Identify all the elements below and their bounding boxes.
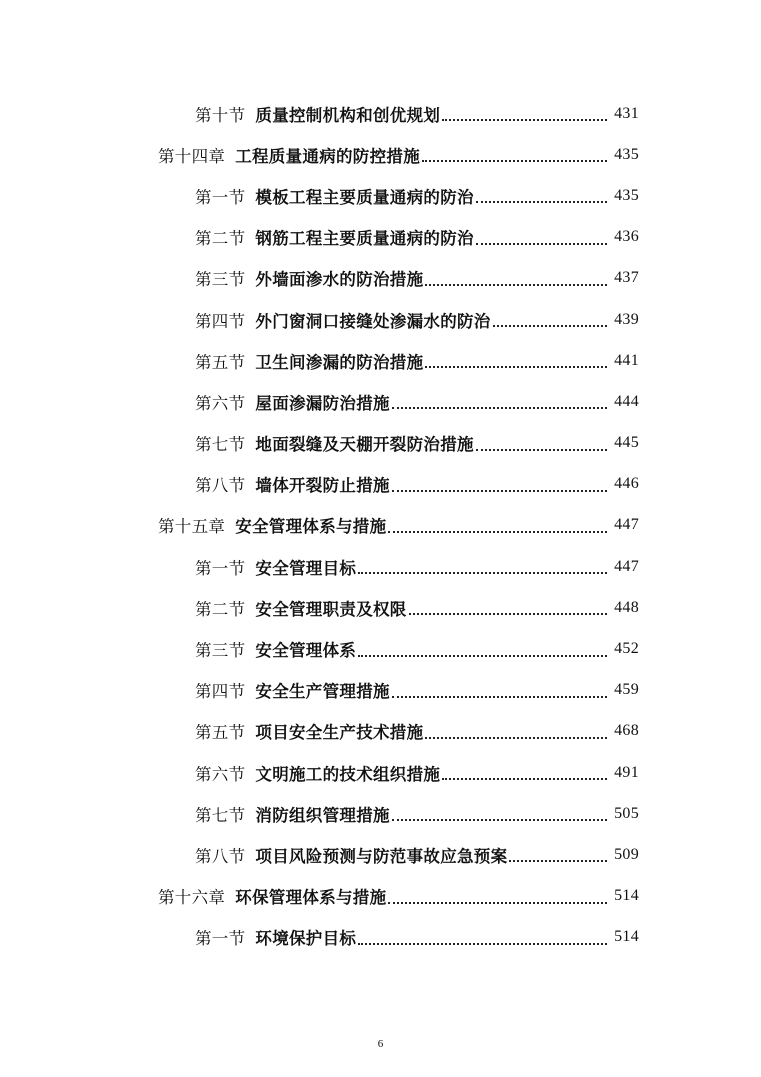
toc-entry-page: 446 [614,475,639,493]
toc-dot-leader [476,448,607,451]
toc-dot-leader [425,283,607,286]
toc-entry-chapter[interactable] [0,134,761,175]
table-of-contents [0,93,761,958]
toc-entry-title: 安全管理职责及权限 [255,599,407,619]
toc-entry-section[interactable] [0,670,761,711]
toc-dot-leader [392,406,607,409]
toc-dot-leader [476,242,607,245]
toc-entry-page: 431 [614,104,639,122]
toc-dot-leader [425,736,607,739]
toc-entry-section[interactable] [0,217,761,258]
toc-entry-number: 第十节 [195,105,246,125]
toc-entry-title: 项目安全生产技术措施 [255,723,424,743]
toc-dot-leader [476,200,607,203]
toc-entry-page: 448 [614,598,639,616]
toc-entry-page: 452 [614,640,639,658]
toc-entry-title: 安全管理体系 [255,641,357,661]
toc-entry-title: 模板工程主要质量通病的防治 [255,187,474,207]
toc-entry-page: 447 [614,516,639,534]
toc-entry-page: 435 [614,145,639,163]
toc-entry-number: 第七节 [195,805,246,825]
toc-dot-leader [358,654,607,657]
toc-entry-page: 435 [614,186,639,204]
toc-entry-section[interactable] [0,258,761,299]
toc-entry-number: 第三节 [195,270,246,290]
toc-entry-number: 第七节 [195,435,246,455]
toc-entry-title: 钢筋工程主要质量通病的防治 [255,229,474,249]
toc-entry-section[interactable] [0,546,761,587]
toc-entry-title: 卫生间渗漏的防治措施 [255,352,424,372]
toc-entry-number: 第十四章 [158,146,226,166]
toc-dot-leader [509,859,607,862]
toc-dot-leader [425,365,607,368]
toc-entry-section[interactable] [0,793,761,834]
toc-entry-section[interactable] [0,423,761,464]
toc-entry-number: 第十六章 [158,888,226,908]
toc-entry-title: 消防组织管理措施 [255,805,390,825]
toc-entry-title: 质量控制机构和创优规划 [255,105,441,125]
toc-entry-page: 509 [614,845,639,863]
toc-entry-title: 项目风险预测与防范事故应急预案 [255,846,508,866]
toc-entry-section[interactable] [0,587,761,628]
toc-entry-page: 514 [614,887,639,905]
toc-dot-leader [442,118,607,121]
toc-entry-title: 工程质量通病的防控措施 [235,146,421,166]
toc-entry-number: 第十五章 [158,517,226,537]
toc-entry-chapter[interactable] [0,876,761,917]
toc-dot-leader [392,695,607,698]
toc-entry-number: 第四节 [195,311,246,331]
toc-entry-section[interactable] [0,340,761,381]
toc-entry-title: 文明施工的技术组织措施 [255,764,441,784]
toc-entry-number: 第六节 [195,393,246,413]
toc-entry-section[interactable] [0,711,761,752]
toc-entry-number: 第一节 [195,929,246,949]
toc-dot-leader [388,901,607,904]
toc-entry-number: 第八节 [195,846,246,866]
toc-dot-leader [442,777,607,780]
toc-dot-leader [409,612,607,615]
toc-entry-title: 安全生产管理措施 [255,682,390,702]
toc-entry-page: 445 [614,434,639,452]
toc-entry-title: 安全管理体系与措施 [235,517,387,537]
toc-entry-title: 外墙面渗水的防治措施 [255,270,424,290]
toc-entry-number: 第二节 [195,599,246,619]
toc-entry-title: 环境保护目标 [255,929,357,949]
toc-entry-number: 第五节 [195,723,246,743]
toc-entry-section[interactable] [0,834,761,875]
toc-entry-page: 447 [614,557,639,575]
toc-entry-page: 468 [614,722,639,740]
toc-dot-leader [388,530,607,533]
toc-entry-number: 第六节 [195,764,246,784]
toc-entry-section[interactable] [0,917,761,958]
toc-entry-section[interactable] [0,299,761,340]
toc-entry-page: 439 [614,310,639,328]
toc-entry-page: 514 [614,928,639,946]
toc-entry-number: 第一节 [195,558,246,578]
toc-dot-leader [493,324,607,327]
toc-entry-section[interactable] [0,175,761,216]
toc-dot-leader [422,159,607,162]
toc-entry-title: 地面裂缝及天棚开裂防治措施 [255,435,474,455]
toc-entry-page: 444 [614,392,639,410]
toc-entry-section[interactable] [0,752,761,793]
toc-entry-number: 第八节 [195,476,246,496]
toc-entry-title: 墙体开裂防止措施 [255,476,390,496]
toc-entry-page: 505 [614,804,639,822]
toc-entry-page: 437 [614,269,639,287]
toc-entry-chapter[interactable] [0,505,761,546]
toc-dot-leader [392,489,607,492]
toc-entry-section[interactable] [0,93,761,134]
toc-entry-number: 第一节 [195,187,246,207]
toc-entry-title: 环保管理体系与措施 [235,888,387,908]
toc-entry-number: 第三节 [195,641,246,661]
toc-entry-title: 外门窗洞口接缝处渗漏水的防治 [255,311,491,331]
toc-entry-page: 441 [614,351,639,369]
toc-entry-number: 第五节 [195,352,246,372]
page-number: 6 [377,1038,384,1050]
toc-entry-section[interactable] [0,464,761,505]
toc-entry-page: 459 [614,681,639,699]
toc-entry-page: 491 [614,763,639,781]
toc-entry-number: 第四节 [195,682,246,702]
toc-entry-title: 屋面渗漏防治措施 [255,393,390,413]
toc-dot-leader [358,942,607,945]
toc-entry-section[interactable] [0,628,761,669]
toc-entry-title: 安全管理目标 [255,558,357,578]
toc-dot-leader [392,818,607,821]
toc-dot-leader [358,571,607,574]
toc-entry-number: 第二节 [195,229,246,249]
toc-entry-section[interactable] [0,381,761,422]
toc-entry-page: 436 [614,228,639,246]
